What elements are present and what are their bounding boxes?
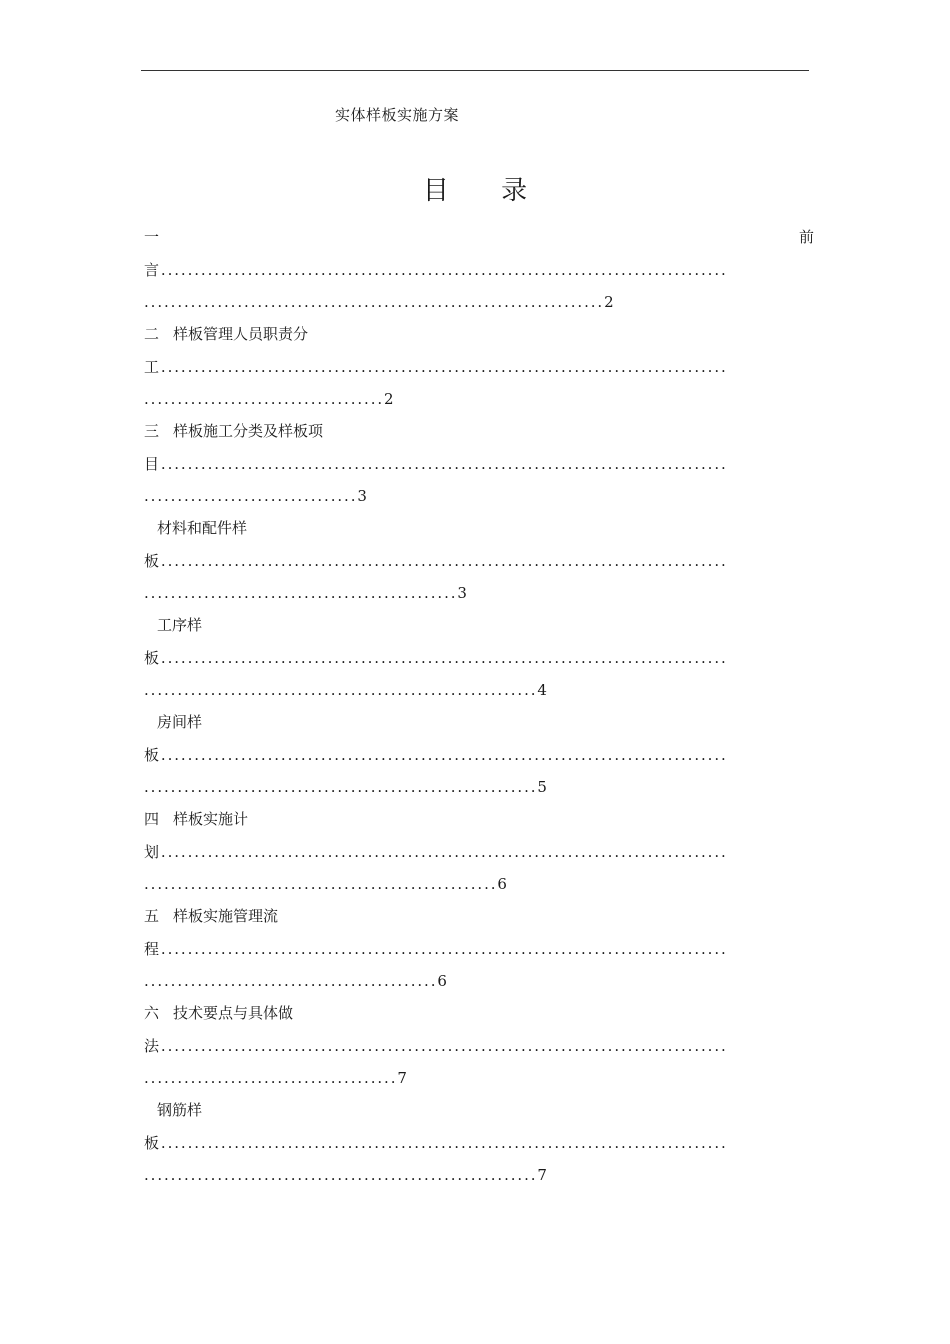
toc-entry-7-number: 四 — [144, 810, 160, 828]
toc-entry-3-title: 样板施工分类及样板项 — [173, 422, 324, 440]
toc-entry-10-leader: 板..................................................................................... — [144, 1134, 728, 1152]
toc-entry-3-leader: 目..................................................................................... — [144, 455, 728, 473]
toc-entry-9-number: 六 — [144, 1004, 160, 1022]
document-header-title: 实体样板实施方案 — [335, 106, 460, 124]
toc-entry-1-page: .....................................................................2 — [144, 293, 616, 311]
toc-entry-1-number: 一 — [144, 228, 160, 246]
toc-entry-9-page: ......................................7 — [144, 1069, 409, 1087]
toc-entry-1-title-part: 前 — [798, 228, 814, 246]
toc-entry-8-leader: 程..................................................................................... — [144, 940, 728, 958]
toc-entry-3-number: 三 — [144, 422, 160, 440]
toc-entry-7-heading[interactable] — [144, 809, 814, 829]
toc-entry-4-leader: 板..................................................................................... — [144, 552, 728, 570]
toc-entry-1-heading[interactable] — [144, 227, 814, 247]
toc-entry-2-page: ....................................2 — [144, 390, 396, 408]
toc-entry-9-title: 技术要点与具体做 — [173, 1004, 294, 1022]
toc-entry-2-heading[interactable] — [144, 324, 814, 344]
toc-entry-9-heading[interactable] — [144, 1003, 814, 1023]
toc-entry-7-page: .....................................................6 — [144, 875, 509, 893]
toc-entry-10-heading[interactable] — [144, 1100, 827, 1120]
toc-entry-4-page: ...............................................3 — [144, 584, 469, 602]
toc-entry-8-title: 样板实施管理流 — [173, 907, 279, 925]
toc-entry-6-heading[interactable] — [144, 712, 827, 732]
toc-title: 目 录 — [422, 176, 550, 206]
toc-entry-2-title: 样板管理人员职责分 — [173, 325, 309, 343]
header-rule — [141, 70, 809, 71]
toc-entry-7-title: 样板实施计 — [173, 810, 249, 828]
toc-entry-2-leader: 工..................................................................................... — [144, 358, 728, 376]
toc-entry-1-leader: 言..................................................................................... — [144, 261, 728, 279]
toc-entry-4-heading[interactable] — [144, 518, 827, 538]
toc-entry-5-heading[interactable] — [144, 615, 827, 635]
toc-entry-10-page: ...........................................................7 — [144, 1166, 549, 1184]
toc-entry-9-leader: 法..................................................................................... — [144, 1037, 728, 1055]
toc-entry-4-title: 材料和配件样 — [157, 519, 248, 537]
toc-entry-6-title: 房间样 — [157, 713, 203, 731]
toc-entry-3-page: ................................3 — [144, 487, 369, 505]
toc-entry-5-leader: 板..................................................................................... — [144, 649, 728, 667]
toc-entry-10-title: 钢筋样 — [157, 1101, 203, 1119]
toc-entry-8-number: 五 — [144, 907, 160, 925]
toc-entry-2-number: 二 — [144, 325, 160, 343]
toc-entry-6-page: ...........................................................5 — [144, 778, 549, 796]
toc-entry-5-title: 工序样 — [157, 616, 203, 634]
toc-entry-5-page: ...........................................................4 — [144, 681, 549, 699]
toc-entry-6-leader: 板..................................................................................... — [144, 746, 728, 764]
toc-entry-3-heading[interactable] — [144, 421, 814, 441]
toc-entry-7-leader: 划..................................................................................... — [144, 843, 728, 861]
toc-entry-8-heading[interactable] — [144, 906, 814, 926]
toc-entry-8-page: ............................................6 — [144, 972, 449, 990]
